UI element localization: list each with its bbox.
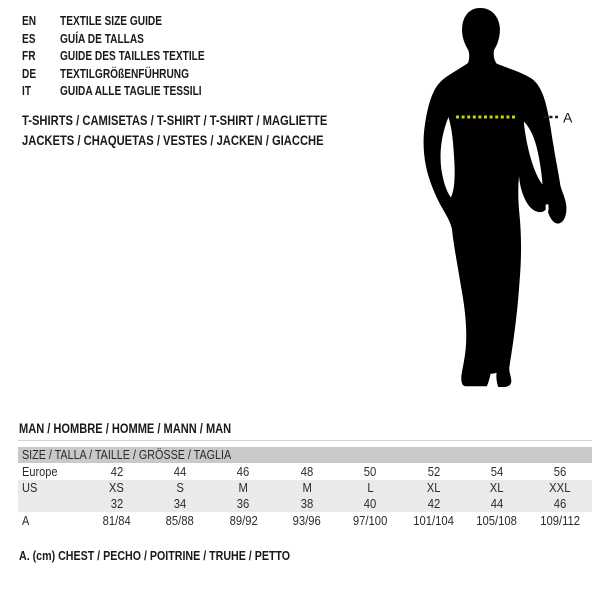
table-row-us-numbers bbox=[18, 496, 592, 512]
lang-row-en bbox=[22, 12, 245, 30]
table-cell: XS bbox=[109, 481, 125, 495]
table-cell: M bbox=[238, 481, 249, 495]
lang-code: FR bbox=[22, 48, 36, 64]
table-row-a-chest bbox=[18, 512, 592, 530]
table-cell: 85/88 bbox=[165, 514, 195, 528]
table-cell: 105/108 bbox=[476, 514, 518, 528]
lang-row-fr bbox=[22, 47, 245, 65]
table-cell: 50 bbox=[363, 464, 377, 479]
table-cell: 93/96 bbox=[292, 514, 321, 528]
lang-label: TEXTILGRÖßENFÜHRUNG bbox=[60, 65, 190, 81]
category-line-tshirts: T-SHIRTS / CAMISETAS / T-SHIRT / T-SHIRT / MAGLIETTE bbox=[22, 112, 328, 128]
table-cell: 36 bbox=[237, 497, 250, 511]
size-table bbox=[18, 440, 592, 530]
man-figure bbox=[395, 0, 600, 400]
table-cell: 42 bbox=[427, 497, 440, 511]
lang-code: EN bbox=[22, 13, 37, 29]
lang-row-de bbox=[22, 65, 245, 83]
lang-row-it bbox=[22, 82, 245, 100]
section-title-man: MAN / HOMBRE / HOMME / MANN / MAN bbox=[19, 421, 232, 436]
table-cell: L bbox=[367, 481, 374, 495]
table-cell: 44 bbox=[490, 497, 504, 511]
table-row-us-letters bbox=[18, 480, 592, 496]
table-cell: S bbox=[176, 481, 184, 495]
table-cell: 40 bbox=[363, 497, 377, 511]
table-cell: 101/104 bbox=[413, 514, 454, 528]
footnote-chest: A. (cm) CHEST / PECHO / POITRINE / TRUHE / PETTO bbox=[19, 548, 291, 563]
lang-code: DE bbox=[22, 65, 37, 81]
table-cell bbox=[18, 496, 85, 512]
table-cell: 52 bbox=[427, 464, 440, 479]
table-header bbox=[18, 447, 592, 463]
man-figure-svg bbox=[395, 0, 600, 400]
table-cell: 42 bbox=[110, 464, 123, 479]
table-cell: A bbox=[22, 514, 30, 528]
category-line-jackets: JACKETS / CHAQUETAS / VESTES / JACKEN / GIACCHE bbox=[22, 132, 324, 148]
table-cell: XXL bbox=[549, 481, 571, 495]
table-cell: 109/112 bbox=[540, 514, 581, 528]
table-cell: 54 bbox=[490, 464, 504, 479]
table-cell: 32 bbox=[110, 497, 123, 511]
table-cell: 34 bbox=[173, 497, 187, 511]
table-cell: 97/100 bbox=[352, 514, 388, 528]
table-cell: US bbox=[22, 481, 38, 495]
table-cell: Europe bbox=[22, 464, 58, 479]
category-titles bbox=[22, 110, 404, 150]
table-cell: 56 bbox=[554, 464, 567, 479]
table-cell: XL bbox=[426, 481, 441, 495]
lang-label: GUÍA DE TALLAS bbox=[60, 30, 144, 46]
lang-code: ES bbox=[22, 30, 36, 46]
table-cell: 81/84 bbox=[102, 514, 131, 528]
lang-label: TEXTILE SIZE GUIDE bbox=[60, 13, 162, 29]
measure-label-a: A bbox=[563, 109, 573, 126]
table-cell: 89/92 bbox=[229, 514, 258, 528]
lang-row-es bbox=[22, 30, 245, 48]
lang-label: GUIDE DES TAILLES TEXTILE bbox=[60, 48, 205, 64]
table-cell: 46 bbox=[237, 464, 250, 479]
table-cell: 44 bbox=[173, 464, 187, 479]
table-header-label: SIZE / TALLA / TAILLE / GRÖSSE / TAGLIA bbox=[22, 448, 232, 462]
table-row-europe bbox=[18, 463, 592, 480]
man-silhouette bbox=[424, 8, 567, 387]
lang-code: IT bbox=[22, 83, 32, 99]
table-cell: M bbox=[302, 481, 312, 495]
table-cell: XL bbox=[490, 481, 504, 495]
language-list bbox=[22, 12, 245, 100]
lang-label: GUIDA ALLE TAGLIE TESSILI bbox=[60, 83, 202, 99]
table-cell: 38 bbox=[300, 497, 314, 511]
table-cell: 48 bbox=[300, 464, 314, 479]
table-cell: 46 bbox=[554, 497, 567, 511]
